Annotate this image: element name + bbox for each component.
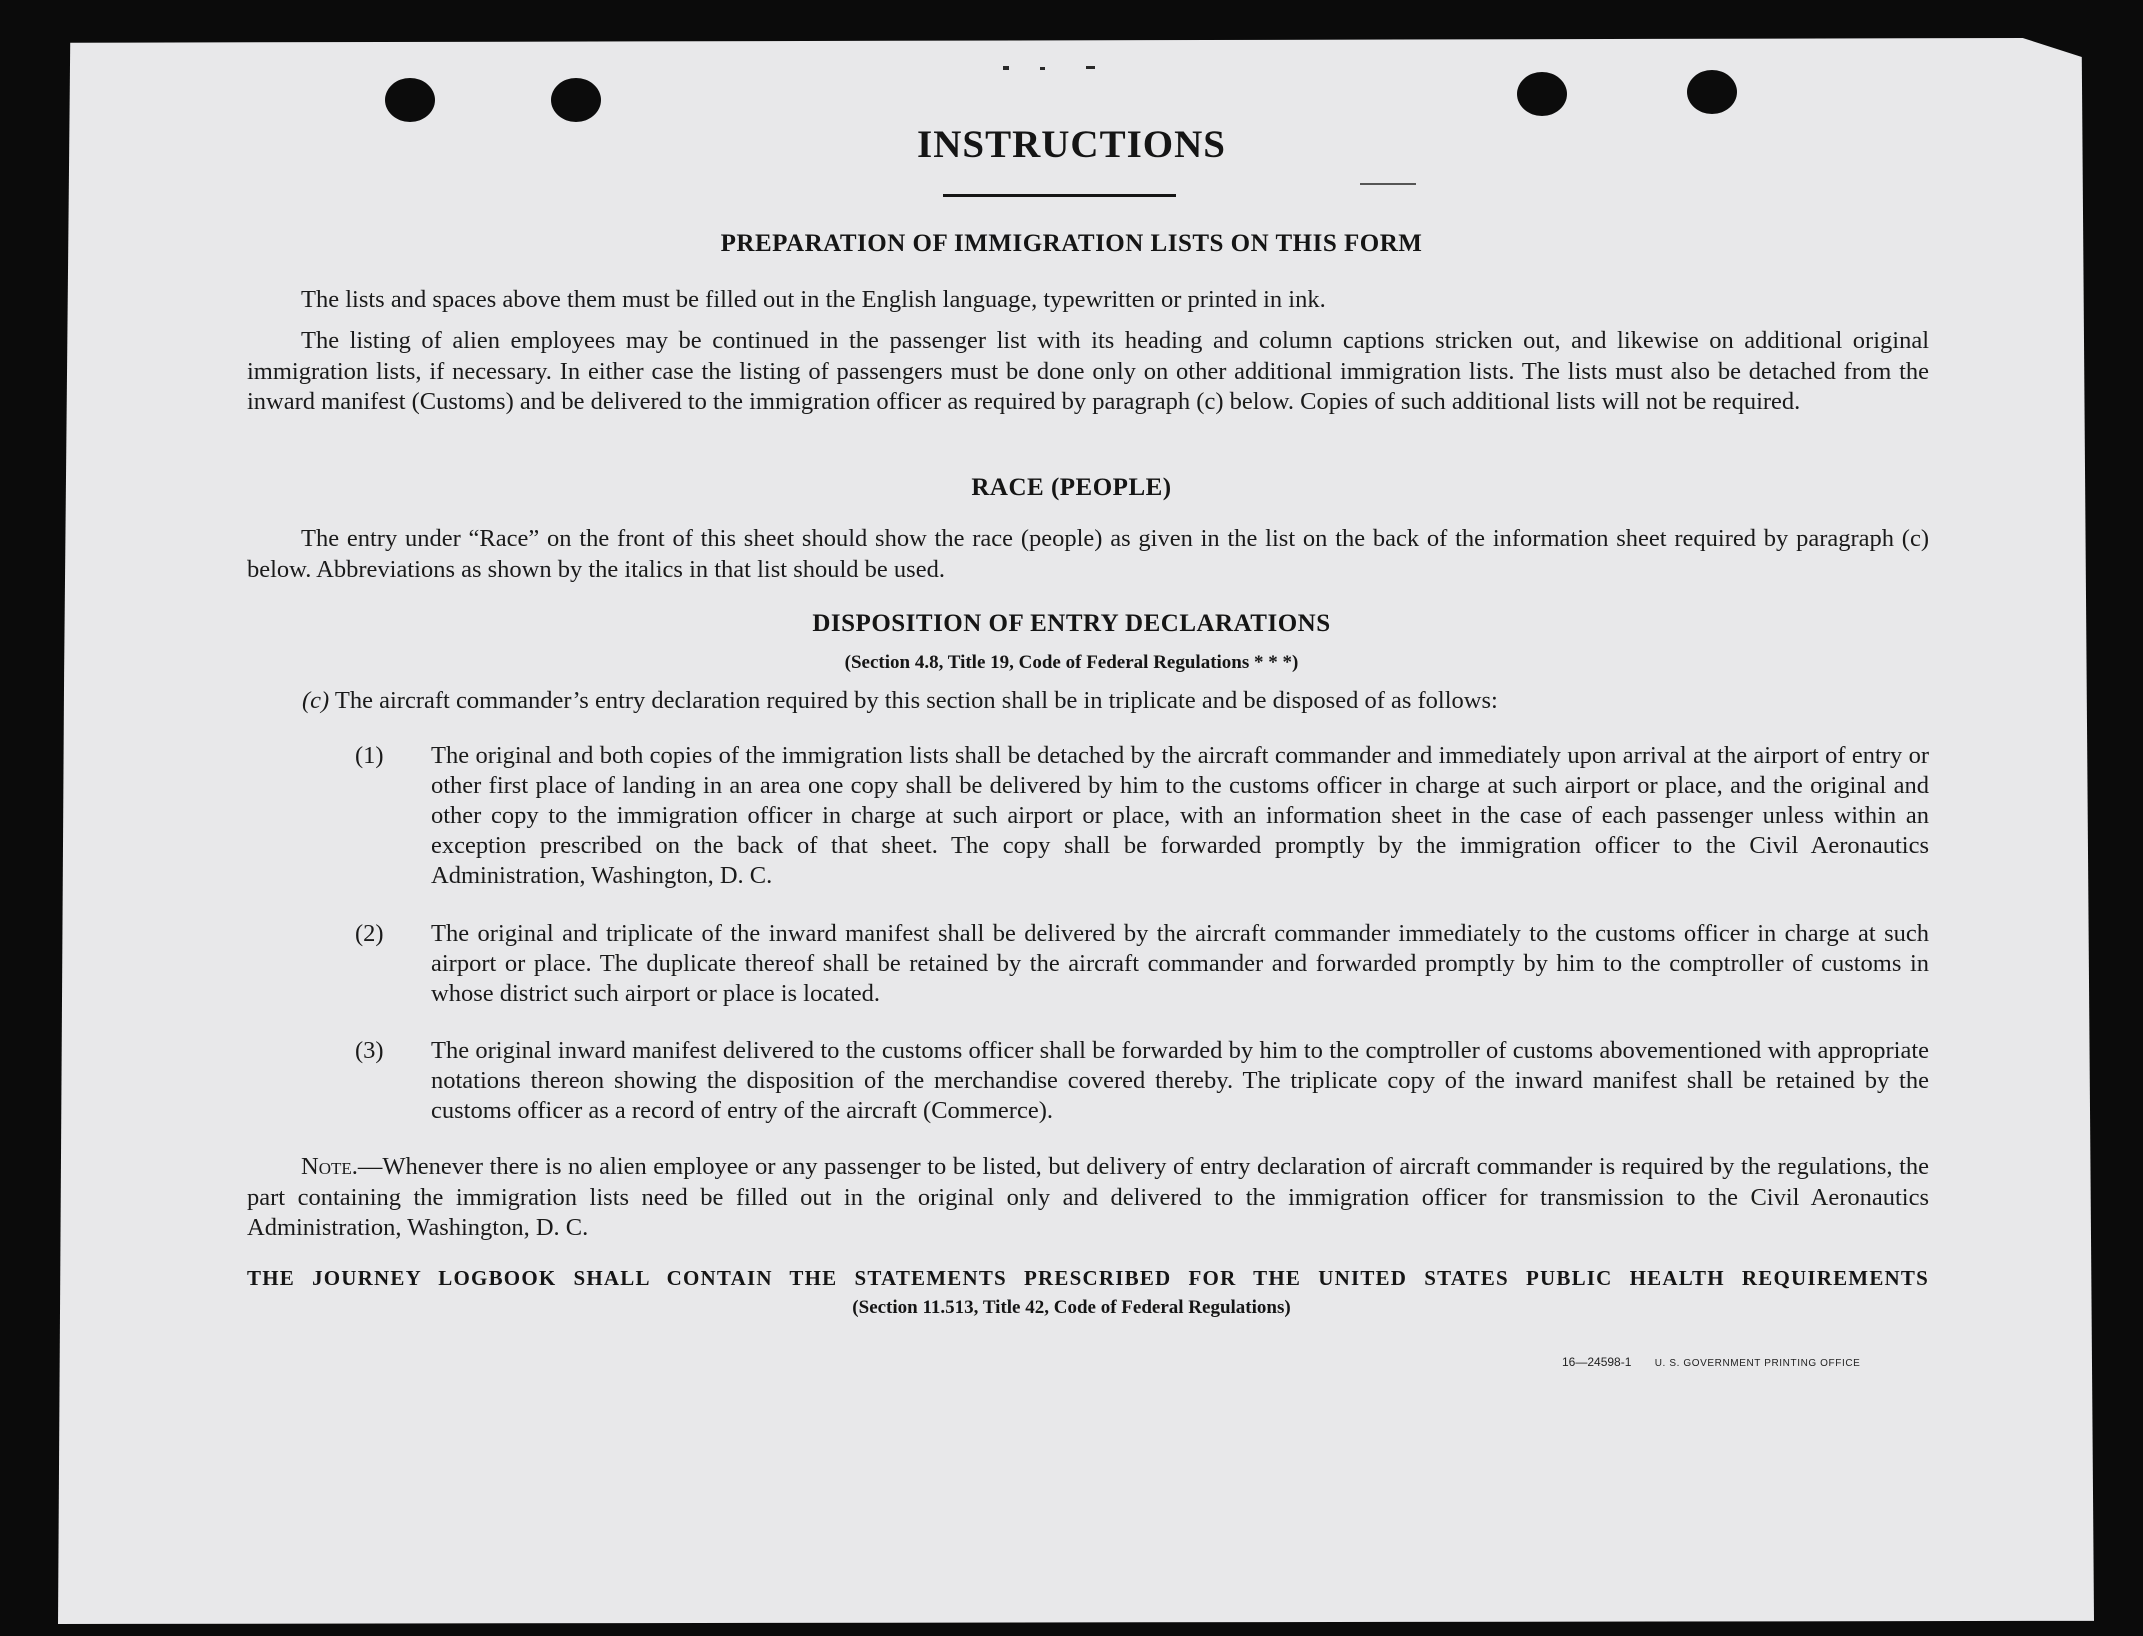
section-heading-race: RACE (PEOPLE) <box>971 474 1172 501</box>
printer-name: U. S. GOVERNMENT PRINTING OFFICE <box>1654 1358 1861 1369</box>
form-number: 16—24598-1 <box>1562 1355 1632 1369</box>
scan-mark <box>1040 67 1045 70</box>
punch-hole-right-1 <box>1517 72 1567 116</box>
list-item-text: The original inward manifest delivered to the customs officer shall be forwarded by him to the comptroller of customs abovementioned with appropriate notations thereon showing the disposition of the merchandise covered thereby. The triplicate copy of the inward manifest shall be retained by the customs officer as a record of entry of the aircraft (Commerce). <box>431 1037 1929 1124</box>
journey-logbook-reference: (Section 11.513, Title 42, Code of Federal Regulations) <box>852 1297 1291 1318</box>
list-item-number: (2) <box>355 920 384 947</box>
list-item-text: The original and triplicate of the inward manifest shall be delivered by the aircraft commander immediately to the customs officer in charge at such airport or place. The duplicate thereof shall be retained by the aircraft commander and forwarded promptly by him to the comptroller of customs in whose district such airport or place is located. <box>431 920 1929 1007</box>
list-item-3 <box>355 1036 1929 1126</box>
paragraph-alien-employees: The listing of alien employees may be continued in the passenger list with its heading and column captions stricken out, and likewise on additional original immigration lists, if necessary. In either case the listing of passengers must be done only on other additional immigration lists. The lists must also be detached from the inward manifest (Customs) and be delivered to the immigration officer as required by paragraph (c) below. Copies of such additional lists will not be required. <box>247 327 1929 415</box>
list-item-text: The original and both copies of the immigration lists shall be detached by the aircraft commander and immediately upon arrival at the airport of entry or other first place of landing in an area one copy shall be delivered by him to the customs officer in charge at such airport or place, and the original and other copy to the immigration officer in charge at such airport or place, with an information sheet in the case of each passenger unless within an exception prescribed on the back of that sheet. The copy shall be forwarded promptly by the immigration officer to the Civil Aeronautics Administration, Washington, D. C. <box>431 742 1929 889</box>
paragraph-race-entry: The entry under “Race” on the front of this sheet should show the race (people) as given in the list on the back of the information sheet required by paragraph (c) below. Abbreviations as shown by the italics in that list should be used. <box>247 525 1929 583</box>
list-item-1 <box>355 741 1929 891</box>
paragraph-c-label: (c) <box>302 687 330 714</box>
title-underline <box>943 194 1176 197</box>
list-item-number: (1) <box>355 742 384 769</box>
list-item-2 <box>355 919 1929 1009</box>
scan-mark <box>1003 66 1009 70</box>
note-text: —Whenever there is no alien employee or any passenger to be listed, but delivery of entry declaration of aircraft commander is required by the regulations, the part containing the immigration lists need be filled out in the original only and delivered to the immigration officer for transmission to the Civil Aeronautics Administration, Washington, D. C. <box>247 1153 1929 1241</box>
paragraph-c-text: The aircraft commander’s entry declaration required by this section shall be in triplicate and be disposed of as follows: <box>334 687 1498 714</box>
section-heading-disposition: DISPOSITION OF ENTRY DECLARATIONS <box>812 610 1331 637</box>
scan-mark <box>1086 66 1095 69</box>
printer-imprint <box>1562 1355 1860 1369</box>
paragraph-c-intro <box>302 687 1498 715</box>
stray-line-mark <box>1360 183 1416 185</box>
punch-hole-left-1 <box>385 78 435 122</box>
list-item-number: (3) <box>355 1037 384 1064</box>
section-subheading-cfr: (Section 4.8, Title 19, Code of Federal Regulations * * *) <box>844 652 1299 673</box>
note-label: Note. <box>301 1153 358 1180</box>
journey-logbook-statement: THE JOURNEY LOGBOOK SHALL CONTAIN THE STATEMENTS PRESCRIBED FOR THE UNITED STATES PUBLIC HEALTH REQUIREMENTS <box>247 1266 1929 1290</box>
section-heading-preparation: PREPARATION OF IMMIGRATION LISTS ON THIS FORM <box>720 230 1423 257</box>
punch-hole-right-2 <box>1687 70 1737 114</box>
paragraph-lists-english: The lists and spaces above them must be filled out in the English language, typewritten or printed in ink. <box>301 286 1326 313</box>
punch-hole-left-2 <box>551 78 601 122</box>
note-paragraph <box>247 1152 1929 1244</box>
page-title: INSTRUCTIONS <box>917 123 1226 166</box>
